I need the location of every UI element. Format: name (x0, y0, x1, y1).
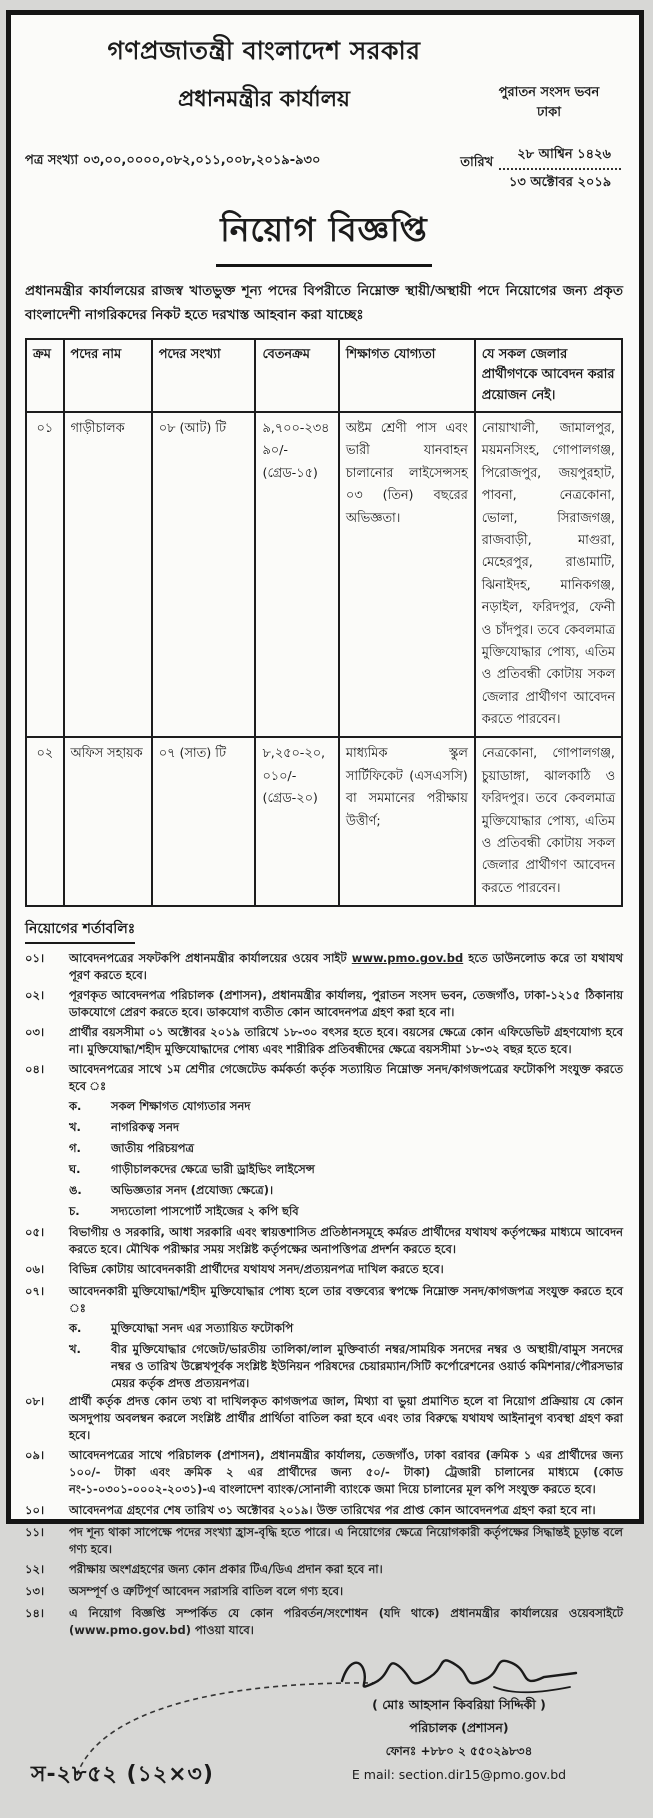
term-number: ০১। (25, 951, 45, 966)
address-line1: পুরাতন সংসদ ভবন (498, 85, 600, 100)
sub-item-text: সদ্যতোলা পাসপোর্ট সাইজের ২ কপি ছবি (111, 1204, 299, 1219)
office-address (479, 83, 619, 122)
term-text: অসম্পূর্ণ ও ত্রুটিপূর্ণ আবেদন সরাসরি বাতিল বলে গণ্য হবে। (69, 1583, 344, 1598)
col-header-qualification: শিক্ষাগত যোগ্যতা (339, 339, 475, 412)
term-item-03 (25, 1024, 623, 1058)
press-code: স-২৮৫২ (১২×৩) (31, 1761, 214, 1787)
term-item-11 (25, 1524, 623, 1558)
term-text (69, 950, 623, 984)
term-04-sub-a (69, 1098, 623, 1117)
terms-section (25, 917, 623, 1638)
signatory-designation: পরিচালক (প্রশাসন) (409, 1719, 509, 1735)
row2-pay-scale: ৮,২৫০-২০,০১০/- (গ্রেড-২০) (255, 737, 338, 906)
sub-item-label: ক. (69, 1099, 82, 1114)
row1-serial: ০১ (26, 412, 64, 737)
term-number: ০২। (25, 988, 45, 1003)
term-number: ১২। (25, 1561, 45, 1576)
term-text: পদ শূন্য থাকা সাপেক্ষে পদের সংখ্যা হ্রাস-বৃদ্ধি হতে পারে। এ নিয়োগের ক্ষেত্রে নিয়োগকারী কর্তৃপক্ষের সিদ্ধান্তই চূড়ান্ত বলে গণ্য হবে। (69, 1524, 623, 1556)
term-item-05 (25, 1224, 623, 1258)
term-text: আবেদনপত্রের সাথে ১ম শ্রেণীর গেজেটেড কর্মকর্তা কর্তৃক সত্যায়িত নিম্নোক্ত সনদ/কাগজপত্রের ফটোকপি সংযুক্ত করতে হবে ঃ (69, 1062, 623, 1094)
sub-item-label: খ. (69, 1120, 81, 1135)
row1-pay-scale: ৯,৭০০-২৩৪৯০/- (গ্রেড-১৫) (255, 412, 338, 737)
term-text: প্রার্থীর বয়সসীমা ০১ অক্টোবর ২০১৯ তারিখে ১৮-৩০ বৎসর হতে হবে। বয়সের ক্ষেত্রে কোন এফিডেভিট গ্রহণযোগ্য হবে না। মুক্তিযোদ্ধা/শহীদ মুক্তিযোদ্ধাদের পোষ্য এবং শারীরিক প্রতিবন্ধীদের ক্ষেত্রে বয়সসীমা ১৮-৩২ বছর হতে হবে। (69, 1025, 623, 1057)
term-04-sub-e (69, 1182, 623, 1201)
positions-table (25, 338, 623, 908)
term-number: ০৮। (25, 1394, 45, 1409)
document-border-frame (6, 10, 644, 1787)
term-04-sub-f (69, 1203, 623, 1222)
term-item-09 (25, 1447, 623, 1498)
date-values (499, 145, 621, 194)
term-04-sub-b (69, 1119, 623, 1138)
signature-area (25, 1643, 623, 1818)
term-07-sub-b (69, 1341, 623, 1391)
term-01-post: হতে ডাউনলোড করে তা যথাযথ পূরণ করতে হবে। (69, 951, 623, 983)
term-number: ০৬। (25, 1262, 45, 1277)
term-number: ০৯। (25, 1448, 45, 1463)
term-text: পূরণকৃত আবেদনপত্র পরিচালক (প্রশাসন), প্রধানমন্ত্রীর কার্যালয়, পুরাতন সংসদ ভবন, তেজগাঁও, ঢাকা-১২১৫ ঠিকানায় ডাকযোগে প্রেরণ করতে হবে। ডাকযোগ ব্যতীত কোন আবেদনপত্র গ্রহণ করা হবে না। (69, 988, 623, 1020)
term-text: প্রার্থী কর্তৃক প্রদত্ত কোন তথ্য বা দাখিলকৃত কাগজপত্র জাল, মিথ্যা বা ভুয়া প্রমাণিত হলে বা নিয়োগ প্রক্রিয়ায় যে কোন অসদুপায় অবলম্বন করলে সংশ্লিষ্ট প্রার্থীর প্রার্থিতা বাতিল করা হবে এবং তার বিরুদ্ধে যথাযথ আইনানুগ ব্যবস্থা গ্রহণ করা হবে। (69, 1394, 623, 1443)
sub-item-text: অভিজ্ঞতার সনদ (প্রযোজ্য ক্ষেত্রে)। (111, 1183, 274, 1198)
row1-post-count: ০৮ (আট) টি (152, 412, 256, 737)
row1-post-name: গাড়ীচালক (64, 412, 152, 737)
office-name: প্রধানমন্ত্রীর কার্যালয় (178, 87, 350, 112)
term-text: আবেদনকারী মুক্তিযোদ্ধা/শহীদ মুক্তিযোদ্ধার পোষ্য হলে তার বক্তব্যের স্বপক্ষে নিম্নোক্ত সনদ/কাগজপত্র সংযুক্ত করতে হবে ঃ (69, 1284, 623, 1316)
masthead (25, 27, 623, 119)
row2-qualification: মাধ্যমিক স্কুল সার্টিফিকেট (এসএসসি) বা সমমানের পরীক্ষায় উত্তীর্ণ; (339, 737, 475, 906)
col-header-pay-scale: বেতনক্রম (255, 339, 338, 412)
term-number: ১৪। (25, 1605, 45, 1620)
term-item-13 (25, 1583, 623, 1602)
intro-paragraph: প্রধানমন্ত্রীর কার্যালয়ের রাজস্ব খাতভুক্ত শূন্য পদের বিপরীতে নিম্নোক্ত স্থায়ী/অস্থায়ী পদে নিয়োগের জন্য প্রকৃত বাংলাদেশী নাগরিকদের নিকট হতে দরখাস্ত আহবান করা যাচ্ছেঃ (25, 283, 623, 324)
sub-item-text: মুক্তিযোদ্ধা সনদ এর সত্যায়িত ফটোকপি (111, 1321, 294, 1336)
term-07-sub-a (69, 1320, 623, 1339)
signatory-name: ( মোঃ আহসান কিবরিয়া সিদ্দিকী ) (372, 1696, 546, 1712)
terms-heading: নিয়োগের শর্তাবলিঃ (25, 917, 135, 944)
term-number: ১৩। (25, 1583, 45, 1598)
term-number: ০৪। (25, 1062, 45, 1077)
term-04-sub-c (69, 1140, 623, 1159)
date-gregorian: ১৩ অক্টোবর ২০১৯ (509, 175, 612, 190)
col-header-post-count: পদের সংখ্যা (152, 339, 256, 412)
sub-item-text: সকল শিক্ষাগত যোগ্যতার সনদ (111, 1099, 251, 1114)
government-name: গণপ্রজাতন্ত্রী বাংলাদেশ সরকার (107, 36, 421, 65)
term-item-06 (25, 1261, 623, 1280)
term-text: বিভাগীয় ও সরকারি, আধা সরকারি এবং স্বায়ত্তশাসিত প্রতিষ্ঠানসমূহে কর্মরত প্রার্থীদের যথাযথ কর্তৃপক্ষের মাধ্যমে আবেদন করতে হবে। মৌখিক পরীক্ষার সময় সংশ্লিষ্ট কর্তৃপক্ষের অনাপত্তিপত্র প্রদর্শন করতে হবে। (69, 1225, 623, 1257)
sub-item-text: নাগরিকত্ব সনদ (111, 1120, 180, 1135)
col-header-serial: ক্রম (26, 339, 64, 412)
signatory-phone: ফোনঃ +৮৮০ ২ ৫৫০২৯৮৩৪ (385, 1743, 533, 1758)
signature-block (309, 1643, 609, 1782)
pmo-website-link: www.pmo.gov.bd (351, 951, 464, 966)
term-number: ১০। (25, 1502, 45, 1517)
sub-item-text: গাড়ীচালকদের ক্ষেত্রে ভারী ড্রাইভিং লাইসেন্স (111, 1162, 315, 1177)
sub-item-label: ঙ. (69, 1183, 82, 1198)
term-text: পরীক্ষায় অংশগ্রহণের জন্য কোন প্রকার টিএ/ডিএ প্রদান করা হবে না। (69, 1561, 383, 1576)
row1-excluded-districts: নোয়াখালী, জামালপুর, ময়মনসিংহ, গোপালগঞ্জ, পিরোজপুর, জয়পুরহাট, পাবনা, নেত্রকোনা, ভোলা, সিরাজগঞ্জ, রাজবাড়ী, মাগুরা, মেহেরপুর, রাঙামাটি, ঝিনাইদহ, মানিকগঞ্জ, নড়াইল, ফরিদপুর, ফেনী ও চাঁদপুর। তবে কেবলমাত্র মুক্তিযোদ্ধার পোষ্য, এতিম ও প্রতিবন্ধী কোটায় সকল জেলার প্রার্থীগণ আবেদন করতে পারবেন। (475, 412, 622, 737)
term-number: ০৫। (25, 1225, 45, 1240)
term-item-14 (25, 1605, 623, 1639)
date-label: তারিখ (460, 155, 494, 170)
term-01-pre: আবেদনপত্রের সফটকপি প্রধানমন্ত্রীর কার্যালয়ের ওয়েব সাইট (69, 951, 352, 966)
sub-item-label: খ. (69, 1342, 81, 1357)
col-header-post-name: পদের নাম (64, 339, 152, 412)
table-row (26, 737, 622, 906)
term-number: ১১। (25, 1524, 45, 1539)
term-number: ০৩। (25, 1025, 45, 1040)
signatory-email: E mail: section.dir15@pmo.gov.bd (351, 1766, 567, 1782)
term-item-01 (25, 950, 623, 984)
term-item-04 (25, 1061, 623, 1095)
sub-item-label: চ. (69, 1204, 80, 1219)
sub-item-label: ঘ. (69, 1162, 81, 1177)
row2-post-name: অফিস সহায়ক (64, 737, 152, 906)
col-header-excluded-districts: যে সকল জেলার প্রার্থীগণকে আবেদন করার প্রয়োজন নেই। (475, 339, 622, 412)
row1-qualification: অষ্টম শ্রেণী পাস এবং ভারী যানবাহন চালানোর লাইসেন্সসহ ০৩ (তিন) বছরের অভিজ্ঞতা। (339, 412, 475, 737)
term-number: ০৭। (25, 1284, 45, 1299)
memo-number: পত্র সংখ্যা ০৩,০০,০০০০,০৮২,০১১,০০৮,২০১৯-৯৩০ (25, 153, 321, 168)
term-text: আবেদনপত্র গ্রহণের শেষ তারিখ ৩১ অক্টোবর ২০১৯। উক্ত তারিখের পর প্রাপ্ত কোন আবেদনপত্র গ্রহণ করা হবে না। (69, 1502, 596, 1517)
row2-post-count: ০৭ (সাত) টি (152, 737, 256, 906)
title-wrap (25, 204, 623, 267)
term-item-07 (25, 1283, 623, 1317)
term-text: আবেদনপত্রের সাথে পরিচালক (প্রশাসন), প্রধানমন্ত্রীর কার্যালয়, তেজগাঁও, ঢাকা বরাবর (ক্রমিক ১ এর প্রার্থীদের জন্য ১০০/- টাকা এবং ক্রমিক ২ এর প্রার্থীদের জন্য ৫০/- টাকা) ট্রেজারী চালানের মাধ্যমে (কোড নং-১-০৩০১-০০০২-২০৩১)-এ বাংলাদেশ ব্যাংক/সোনালী ব্যাংকে জমা দিয়ে চালানের মূল কপি সংযুক্ত করতে হবে। (69, 1448, 623, 1497)
term-04-sub-d (69, 1161, 623, 1180)
table-header-row (26, 339, 622, 412)
term-item-08 (25, 1393, 623, 1444)
term-text: এ নিয়োগ বিজ্ঞপ্তি সম্পর্কিত যে কোন পরিবর্তন/সংশোধন (যদি থাকে) প্রধানমন্ত্রীর কার্যালয়ের ওয়েবসাইটে (www.pmo.gov.bd) পাওয়া যাবে। (69, 1605, 623, 1637)
term-item-02 (25, 987, 623, 1021)
term-item-12 (25, 1561, 623, 1580)
date-block (460, 145, 623, 194)
row2-excluded-districts: নেত্রকোনা, গোপালগঞ্জ, চুয়াডাঙ্গা, ঝালকাঠি ও ফরিদপুর। তবে কেবলমাত্র মুক্তিযোদ্ধার পোষ্য, এতিম ও প্রতিবন্ধী কোটায় সকল জেলার প্রার্থীগণ আবেদন করতে পারবেন। (475, 737, 622, 906)
term-item-10 (25, 1502, 623, 1521)
term-text: বিভিন্ন কোটায় আবেদনকারী প্রার্থীদের যথাযথ সনদ/প্রত্যয়নপত্র দাখিল করতে হবে। (69, 1262, 444, 1277)
address-line2: ঢাকা (537, 104, 561, 120)
sub-item-label: গ. (69, 1141, 81, 1156)
sub-item-label: ক. (69, 1321, 82, 1336)
page-title: নিয়োগ বিজ্ঞপ্তি (216, 204, 431, 267)
signature-scribble (334, 1643, 584, 1701)
table-row (26, 412, 622, 737)
sub-item-text: জাতীয় পরিচয়পত্র (111, 1141, 194, 1156)
sub-item-text: বীর মুক্তিযোদ্ধার গেজেট/ভারতীয় তালিকা/লাল মুক্তিবার্তা নম্বর/সাময়িক সনদের নম্বর ও অস্থায়ী/বামুস সনদের নম্বর ও তারিখ উল্লেখপূর্বক সংশ্লিষ্ট ইউনিয়ন পরিষদের চেয়ারম্যান/সিটি কর্পোরেশনের ওয়ার্ড কমিশনার/পৌরসভার মেয়র কর্তৃক প্রদত্ত প্রত্যয়নপত্র। (111, 1342, 623, 1390)
row2-serial: ০২ (26, 737, 64, 906)
memo-date-row (25, 145, 623, 194)
date-bangla: ২৮ আশ্বিন ১৪২৬ (499, 145, 621, 170)
